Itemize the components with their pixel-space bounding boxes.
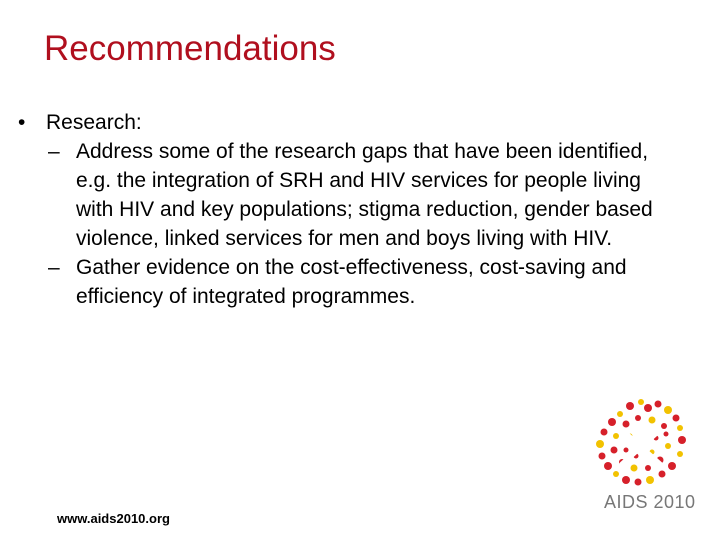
bullet-research — [18, 108, 698, 137]
logo-text: AIDS 2010 — [604, 492, 696, 512]
sub-bullet-item — [48, 137, 698, 253]
sub-bullet-text: Address some of the research gaps that have been identified, e.g. the integration of SRH and HIV services for people living with HIV and key populations; stigma reduction, gender based violence, linked services for men and boys living with HIV. — [76, 140, 653, 250]
sub-bullet-list — [18, 137, 698, 311]
sub-bullet-text: Gather evidence on the cost-effectiveness, cost-saving and efficiency of integrated programmes. — [76, 256, 627, 308]
bullet-marker: • — [18, 111, 26, 134]
dash-marker: – — [48, 140, 60, 163]
logo-cross — [622, 430, 660, 464]
logo-dots — [596, 399, 686, 486]
footer-url[interactable]: www.aids2010.org — [57, 511, 170, 526]
slide-title: Recommendations — [44, 29, 336, 68]
dash-marker: – — [48, 256, 60, 279]
sub-bullet-item — [48, 253, 698, 311]
slide-body — [18, 108, 698, 311]
bullet-label: Research: — [46, 111, 142, 134]
